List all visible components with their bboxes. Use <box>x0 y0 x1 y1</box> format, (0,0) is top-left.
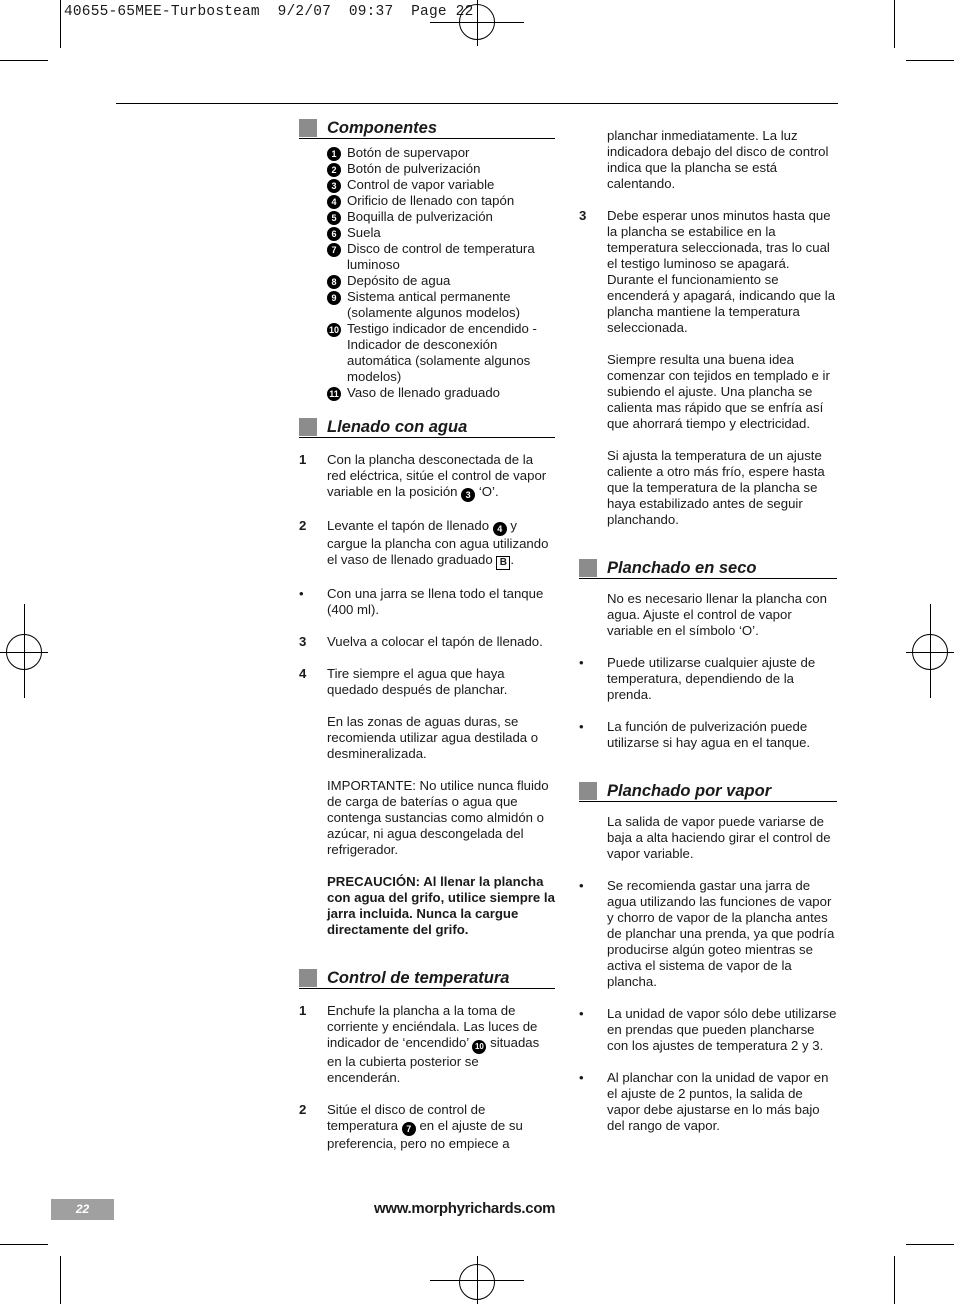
component-label: Vaso de llenado graduado <box>347 385 501 400</box>
paragraph-text: La salida de vapor puede variarse de baja a alta haciendo girar el control de vapor variable. <box>607 814 831 861</box>
step-item <box>299 1102 555 1152</box>
number-badge: 5 <box>327 211 341 225</box>
heading-marker <box>299 969 317 987</box>
caution-text: PRECAUCIÓN: Al llenar la plancha con agua del grifo, utilice siempre la jarra incluida. Nunca la cargue directamente del grifo. <box>327 874 555 937</box>
bullet-text: Al planchar con la unidad de vapor en el ajuste de 2 puntos, la salida de vapor debe ajustarse en lo más bajo del rango de vapor. <box>607 1070 829 1133</box>
heading-text: Planchado en seco <box>607 559 757 577</box>
step-text-tail: en el ajuste de su preferencia, pero no empiece a <box>327 1118 523 1151</box>
bullet-item <box>579 719 837 751</box>
component-item <box>327 209 555 225</box>
crop-mark <box>0 1244 48 1245</box>
bullet-text: Se recomienda gastar una jarra de agua utilizando las funciones de vapor y chorro de vapor de la plancha antes de planchar una prenda, ya que podría producirse algún goteo mientras se activa el sistema de vapor de la plancha. <box>607 878 835 989</box>
number-badge: 8 <box>327 275 341 289</box>
component-label: Botón de pulverización <box>347 161 481 176</box>
step-text-tail: situadas en la cubierta posterior se encenderán. <box>327 1035 540 1085</box>
paragraph <box>579 591 837 639</box>
number-badge: 2 <box>327 163 341 177</box>
step-number: 1 <box>299 1003 307 1018</box>
step-text: Debe esperar unos minutos hasta que la plancha se estabilice en la temperatura seleccionada, tras lo cual el testigo luminoso se apagará. Durante el funcionamiento se encenderá y apagará, indicando que la plancha mantiene la temperatura seleccionada. <box>607 208 836 335</box>
step-text-tail: . <box>510 552 515 567</box>
bullet-marker: • <box>579 1070 584 1085</box>
step-number: 2 <box>299 1102 307 1117</box>
step-text: Sitúe el disco de control de temperatura <box>327 1102 486 1133</box>
step-item <box>579 208 837 336</box>
step-number: 3 <box>299 634 307 649</box>
paragraph <box>579 352 837 432</box>
bullet-marker: • <box>579 719 584 734</box>
bullet-text: Con una jarra se llena todo el tanque (400 ml). <box>327 586 544 617</box>
component-item <box>327 273 555 289</box>
number-badge: 3 <box>327 179 341 193</box>
section-heading-filling <box>299 417 555 438</box>
bullet-marker: • <box>299 586 304 601</box>
bullet-item <box>579 1070 837 1134</box>
crop-mark <box>894 1256 895 1304</box>
number-badge: 6 <box>327 227 341 241</box>
top-rule <box>116 103 838 104</box>
component-item <box>327 321 555 385</box>
component-item <box>327 385 555 401</box>
number-badge: 7 <box>327 243 341 257</box>
paragraph <box>579 128 837 192</box>
paragraph <box>579 814 837 862</box>
section-heading-steam-ironing <box>579 781 837 802</box>
paragraph-text: Si ajusta la temperatura de un ajuste caliente a otro más frío, espere hasta que la temperatura de la plancha se haya estabilizado antes de seguir planchando. <box>607 448 825 527</box>
component-item <box>327 161 555 177</box>
component-item <box>327 177 555 193</box>
component-label: Control de vapor variable <box>347 177 495 192</box>
page-number: 22 <box>51 1199 114 1220</box>
heading-marker <box>299 418 317 436</box>
bullet-item <box>579 655 837 703</box>
component-label: Orificio de llenado con tapón <box>347 193 515 208</box>
heading-marker <box>579 782 597 800</box>
number-badge: 11 <box>327 387 341 401</box>
caution-paragraph <box>299 874 555 938</box>
left-column <box>299 118 555 1152</box>
number-badge: 4 <box>327 195 341 209</box>
registration-mark-line <box>930 604 931 698</box>
bullet-marker: • <box>579 655 584 670</box>
crop-mark <box>0 60 48 61</box>
component-ref-icon: 3 <box>461 488 475 502</box>
step-text-mid: y cargue la plancha con agua utilizando el vaso de llenado graduado <box>327 518 549 567</box>
heading-marker <box>299 119 317 137</box>
crop-mark <box>894 0 895 48</box>
crop-mark <box>60 0 61 48</box>
components-list <box>299 145 555 401</box>
bullet-text: Puede utilizarse cualquier ajuste de temperatura, dependiendo de la prenda. <box>607 655 816 702</box>
component-item <box>327 193 555 209</box>
bullet-text: La función de pulverización puede utilizarse si hay agua en el tanque. <box>607 719 811 750</box>
section-heading-temperature <box>299 968 555 989</box>
component-label: Disco de control de temperatura luminoso <box>347 241 535 272</box>
bullet-marker: • <box>579 878 584 893</box>
step-text: Levante el tapón de llenado <box>327 518 490 533</box>
right-column <box>579 128 837 1134</box>
paragraph-text: planchar inmediatamente. La luz indicadora debajo del disco de control indica que la plancha se está calentando. <box>607 128 829 191</box>
component-item <box>327 241 555 273</box>
registration-mark-line <box>477 1256 478 1304</box>
paragraph-text: IMPORTANTE: No utilice nunca fluido de carga de baterías o agua que contenga sustancias como almidón o azúcar, ni agua descongelada del refrigerador. <box>327 778 549 857</box>
step-text: Tire siempre el agua que haya quedado después de planchar. <box>327 666 508 697</box>
number-badge: 9 <box>327 291 341 305</box>
heading-text: Control de temperatura <box>327 969 510 987</box>
step-item <box>299 518 555 570</box>
component-ref-icon: 7 <box>402 1122 416 1136</box>
step-item <box>299 452 555 502</box>
section-heading-components <box>299 118 555 139</box>
bullet-item <box>579 1006 837 1054</box>
step-number: 4 <box>299 666 307 681</box>
step-item <box>299 634 555 650</box>
crop-mark <box>60 1256 61 1304</box>
component-label: Depósito de agua <box>347 273 451 288</box>
step-text-tail: ‘O’. <box>478 484 499 499</box>
step-number: 2 <box>299 518 307 533</box>
step-text: Vuelva a colocar el tapón de llenado. <box>327 634 543 649</box>
website-url[interactable]: www.morphyrichards.com <box>374 1200 556 1217</box>
crop-mark <box>906 60 954 61</box>
figure-ref-box: B <box>496 556 510 570</box>
number-badge: 10 <box>328 325 339 335</box>
section-heading-dry-ironing <box>579 558 837 579</box>
component-label: Boquilla de pulverización <box>347 209 493 224</box>
paragraph-text: En las zonas de aguas duras, se recomienda utilizar agua destilada o desmineralizada. <box>327 714 539 761</box>
component-item <box>327 225 555 241</box>
paragraph-text: Siempre resulta una buena idea comenzar con tejidos en templado e ir subiendo el ajuste. Una plancha se calienta mas rápido que se enfría así que ahorrará tiempo y electricidad. <box>607 352 830 431</box>
print-slug: 40655-65MEE-Turbosteam 9/2/07 09:37 Page 22 <box>64 4 474 20</box>
bullet-marker: • <box>579 1006 584 1021</box>
step-item <box>299 1003 555 1086</box>
heading-text: Llenado con agua <box>327 418 468 436</box>
heading-text: Componentes <box>327 119 438 137</box>
paragraph <box>299 778 555 858</box>
number-badge: 1 <box>327 147 341 161</box>
registration-mark-line <box>24 604 25 698</box>
step-text: Enchufe la plancha a la toma de corriente y enciéndala. Las luces de indicador de ‘encendido’ <box>327 1003 538 1050</box>
bullet-item <box>579 878 837 990</box>
step-text: Con la plancha desconectada de la red eléctrica, sitúe el control de vapor variable en la posición <box>327 452 547 499</box>
registration-mark-line <box>477 0 478 46</box>
component-item <box>327 289 555 321</box>
heading-text: Planchado por vapor <box>607 782 772 800</box>
component-label: Sistema antical permanente (solamente algunos modelos) <box>347 289 520 320</box>
component-label: Suela <box>347 225 381 240</box>
component-ref-icon: 4 <box>493 522 507 536</box>
step-item <box>299 666 555 698</box>
heading-marker <box>579 559 597 577</box>
component-label: Testigo indicador de encendido - Indicador de desconexión automática (solamente algunos modelos) <box>347 321 537 384</box>
paragraph <box>299 714 555 762</box>
component-item <box>327 145 555 161</box>
paragraph <box>579 448 837 528</box>
step-number: 3 <box>579 208 587 223</box>
bullet-text: La unidad de vapor sólo debe utilizarse en prendas que pueden plancharse con los ajustes de temperatura 2 y 3. <box>607 1006 837 1053</box>
component-label: Botón de supervapor <box>347 145 470 160</box>
step-number: 1 <box>299 452 307 467</box>
bullet-item <box>299 586 555 618</box>
component-ref-icon: 10 <box>472 1040 486 1054</box>
crop-mark <box>906 1244 954 1245</box>
paragraph-text: No es necesario llenar la plancha con agua. Ajuste el control de vapor variable en el símbolo ‘O’. <box>607 591 827 638</box>
